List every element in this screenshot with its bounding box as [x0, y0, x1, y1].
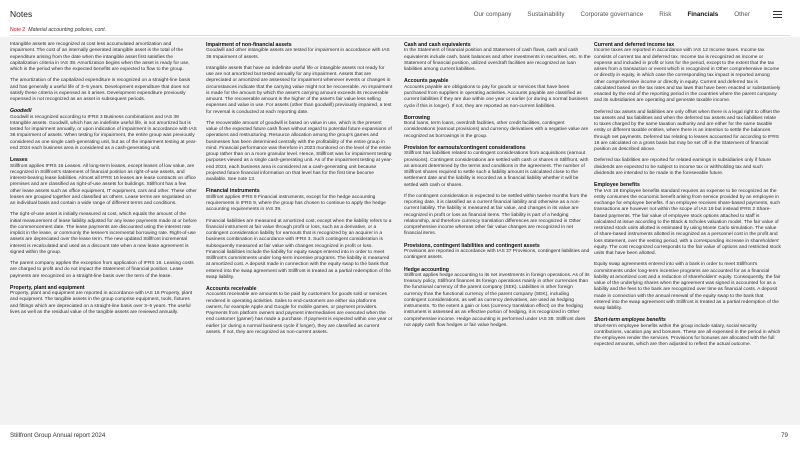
- paragraph: Goodwill and other intangible assets are tested for impairment in accordance with IAS 36 Impairment of assets.: [206, 48, 390, 60]
- paragraph: Accounts payable are obligations to pay for goods or services that have been purchased from suppliers in operating activities. Accounts payable are classified as current liabilities if they are due within one year or earlier (or during a normal business cycle if this is longer). If not, they are reported as non-current liabilities.: [404, 84, 588, 109]
- page-footer: [0, 428, 800, 450]
- section-heading: Provision for earnouts/contingent considerations: [404, 144, 526, 151]
- notes-content: [0, 37, 800, 425]
- divider: [10, 35, 790, 36]
- nav-other[interactable]: Other: [734, 11, 750, 18]
- top-bar: [0, 0, 800, 26]
- paragraph: Stillfront applies IFRS 9 Financial instruments, except for the hedge accounting requirements in IFRS 9, where the group has chosen to continue to apply the hedge accounting requirements in IAS 39.: [206, 194, 386, 213]
- paragraph: Income taxes are reported in accordance with IAS 12 Income taxes. Income tax consists of current tax and deferred tax. Income tax is recognized as income or expense and included in profit or loss for the period, except to the extent that the tax arises from a transaction or event which is recognized in Other comprehensive income or directly in equity, in which case the corresponding tax impact is reported among other comprehensive income or directly in equity. Current and deferred tax is calculated based on the tax rates and tax laws that have been enacted or substantively enacted by the end of the reporting period in the countries where the parent company and its subsidiaries are operating and generate taxable income.: [594, 48, 781, 104]
- paragraph: Accounts receivable are amounts to be paid by customers for goods sold or services rendered in operating activities. Sales to end-customers are either via platforms owners, for example Apple and Google for mobile games, or payment providers. Payments from platform owners and payment intermediaries are executed when the end customer (gamer) has made a purchase. If payment is expected within one year or earlier (or during a normal business cycle if longer), they are classified as current assets. If not, they are recognized as non-current assets.: [206, 292, 393, 335]
- section-heading: Accounts receivable: [206, 286, 257, 293]
- paragraph: Intangible assets that have an indefinite useful life or intangible assets not ready for use are not amortized but tested annually for any impairment. Assets that are depreciated or amortized are assessed for impairment whenever events or changes in circumstances indicate that the carrying value might not be recoverable. An impairment is made for the amount by which the asset's carrying amount exceeds its recoverable amount. The recoverable amount is the higher of the asset's fair value less selling expenses and value in use. For assets (other than goodwill) previously impaired, a test for reversal is conducted at each reporting date.: [206, 65, 393, 115]
- paragraph: The recoverable amount of goodwill is based on value in use, which is the present value of the expected future cash flows without regard to potential future expansions of operations and restructuring. Resource allocation among the group's games and businesses has been determined centrally with the profitability of the entire group in mind. Financial performance was therefore in 2023 monitored on the level of the entire group rather than on a more granular level. Hence, Stillfront was for impairment testing purposes viewed as a single cash-generating unit. As of the impairment testing at year-end 2024, each business area is considered as a cash-generating unit because projected future financial information on that level has for the first time become available. See note 13.: [206, 120, 393, 183]
- paragraph: Deferred tax assets and liabilities are only offset when there is a legal right to offset the tax assets and tax liabilities and when the deferred tax assets and tax liabilities relate to taxes charged by the same taxation authority and are either for the same taxable entity or different taxable entities, where there is an intention to settle the balances through net payments. Deferred tax relating to leases accounted for according to IFRS 16 are calculated on a gross basis but may be set off in the Statement of financial position as described above.: [594, 109, 780, 153]
- note-heading: [10, 27, 106, 33]
- paragraph: Bond loans, term loans, overdraft facilities, other credit facilities, contingent considerations (earnout provisions) and currency derivatives with a negative value are recognized as borrowings in the group.: [404, 121, 589, 139]
- column-4: [594, 42, 781, 354]
- paragraph: In the Statement of financial position and Statement of cash flows, cash and cash equivalents include cash, bank balances and other investments in securities, etc. In the Statement of financial position, utilized overdraft facilities are recognized as loan liabilities among current liabilities.: [404, 48, 591, 73]
- note-title: Material accounting policies, cont.: [28, 27, 107, 33]
- paragraph: If the contingent consideration is expected to be settled within twelve months from the reporting date, it is classified as a current financial liability and otherwise as a non-current liability. The liability is measured at fair value, and changes in its value are recognized in profit or loss as financial items. The liability is part of a hedging relationship, and therefore currency translation differences are recognized in Other comprehensive income whereas other fair value changes are recognized in net financial items.: [404, 193, 588, 237]
- paragraph: Stillfront applies IFRS 16 Leases. All long-term leases, except leases of low value, are recognized in Stillfront's statement of financial position as right-of-use assets, and interest-bearing lease liabilities. Almost all IFRS 16 leases are lease contracts on office premises and are classified as right-of-use assets for buildings. Stillfront has a few other lease assets such as office equipment, IT equipment, cars and other. These other leases are grouped together and classified as others. Lease terms are negotiated on an individual basis and contain a wide range of different terms and conditions.: [10, 163, 197, 207]
- section-heading: Impairment of non-financial assets: [206, 42, 292, 48]
- column-1: [10, 42, 197, 321]
- paragraph: Goodwill is recognized according to IFRS 3 Business combinations and IAS 38 Intangible assets. Goodwill, which has an indefinite useful life, is not amortized but is tested for impairment annually, or upon indication of impairment in accordance with IAS 36 Impairment of assets. When testing for impairment, the entire group was previously considered as one single cash-generating unit, but as of the impairment testing at year-end 2024 each business area is considered as a cash-generating unit.: [10, 114, 197, 151]
- paragraph: Stillfront applies hedge accounting to its net investments in foreign operations. As of its treasury policy, Stillfront finances its foreign operations mainly in other currencies than the functional currency of the parent company (SEK). Liabilities in other foreign currency than the functional currency of the parent company (SEK), including contingent considerations, as well as currency derivatives, are used as hedging instruments. To the extent a gain or loss (currency translation effect) on the hedging instrument is assessed as an effective portion of hedging, it is recognized in Other comprehensive income. Hedge accounting is performed under IAS 39. Stillfront does not apply cash flow hedges or fair value hedges.: [404, 272, 590, 328]
- paragraph: Stillfront has liabilities related to contingent considerations from acquisitions (earnout provisions). Contingent considerations are settled with cash or shares in Stillfront, with an amount determined by the terms and conditions in the agreement. The number of Stillfront shares required to settle such a liability amount is calculated close to the settlement date and the liability is recorded as a financial liability whether it will be settled with cash or shares.: [404, 151, 589, 188]
- paragraph: Short-term employee benefits within the group include salary, social security contributions, vacation pay and bonuses. These are all expensed in the period in which the employees render the services. Provisions for bonuses are allocated with the full expected amounts, which are then adjusted to reflect the actual outcome.: [594, 323, 781, 348]
- column-2: [206, 42, 393, 341]
- paragraph: The amortization of the capitalized expenditure is recognized on a straight-line basis and has generally a useful life of 3–5 years. Development expenditure that does not satisfy these criteria is expensed as it arises. Development expenditure previously expensed is not recognized as an asset in subsequent periods.: [10, 78, 191, 102]
- section-heading: Provisions, contingent liabilities and contingent assets: [404, 242, 540, 249]
- paragraph: Intangible assets are recognized at cost less accumulated amortization and impairment. The cost of an internally generated intangible asset is the total of the expenditure arising from the date when the intangible asset first satisfies the capitalization criteria in IAS 38. Amortization begins when the asset is ready for use, which is the period when the expected benefits are expected to flow to the group.: [10, 42, 190, 72]
- section-heading: Accounts payable: [404, 78, 449, 85]
- nav-corporate-governance[interactable]: Corporate governance: [580, 11, 644, 18]
- footer-title: Stillfront Group Annual report 2024: [10, 432, 106, 439]
- paragraph: The IAS 19 Employee benefits standard requires an expense to be recognized as the entity consumes the economic benefit arising from service provided by an employee in exchange for employee benefits. If an employee receives share-based payments, such transactions are however not within the scope of IAS 19 but instead IFRS 2 Share-based payments. The fair value of employee stock options attached to staff is calculated at issue according to the Black & Scholes valuation model. The fair value of restricted stock units allotted is estimated by using Monte Carlo simulation. The value of share-based instruments allotted is recognized as a personnel cost in the profit and loss statement, over the vesting period, with a corresponding increase in shareholders' equity. The cost recognized corresponds to the fair value of options and restricted stock units that have been allotted.: [594, 188, 781, 257]
- nav-our-company[interactable]: Our company: [473, 11, 512, 18]
- paragraph: Equity swap agreements entered into with a bank in order to meet Stillfront's commitments under long-term incentive programs are accounted for as a financial liability at amortized cost and a reduction of shareholders' equity. Consequently, the fair value of the underlying shares when the agreement was signed is accounted for as a liability and the fees to the bank are recognized over time as financial costs. A deposit made in connection with the annual renewal of the equity swap to the bank that entered into the swap agreement with Stillfront is treated as a partial redemption of the swap liability.: [594, 262, 781, 312]
- column-3: [404, 42, 591, 334]
- paragraph: The right-of-use asset is initially measured at cost, which equals the amount of the initial measurement of lease liability adjusted for any lease payments made at or before the commencement date. The lease payments are discounted using the interest rate implicit in the lease, or commonly the lessee's incremental borrowing rate. Right-of-use assets are depreciated over the lease term. The new updated Stillfront incremental interest is recalculated and used as a discount rate when a new lease agreement is signed within the group.: [10, 212, 197, 255]
- section-title: Notes: [10, 9, 33, 19]
- section-heading: Employee benefits: [594, 182, 640, 189]
- section-heading: Property, plant and equipment: [10, 284, 85, 291]
- top-nav: [458, 11, 750, 18]
- section-heading: Financial instruments: [206, 188, 260, 195]
- section-heading: Cash and cash equivalents: [404, 42, 471, 48]
- section-heading: Current and deferred income tax: [594, 42, 675, 48]
- paragraph: Financial liabilities are measured at amortized cost, except when the liability refers to a financial instrument at fair value through profit or loss, such as a derivative, or a contingent consideration liability for earnouts that is recognized by an acquirer in a business combination in accordance with IFRS 3. Such contingent consideration is subsequently measured at fair value with changes recognized in profit or loss. Financial liabilities include the liability for equity swaps entered into in order to meet Stillfront's commitments under long-term incentive programs. The liability is measured at amortized cost. A deposit made in connection with the equity swap to the bank that entered into the swap agreement with Stillfront is treated as a partial redemption of the swap liability.: [206, 218, 392, 280]
- section-heading: Borrowing: [404, 114, 430, 121]
- section-heading: Leases: [10, 157, 28, 164]
- section-heading: Short-term employee benefits: [594, 317, 666, 324]
- nav-risk[interactable]: Risk: [659, 11, 672, 18]
- section-heading: Hedge accounting: [404, 266, 449, 273]
- paragraph: Provisions are reported in accordance with IAS 37 Provisions, contingent liabilities and contingent assets.: [404, 249, 590, 261]
- note-number: Note 2: [10, 27, 26, 33]
- section-heading: Goodwill: [10, 108, 32, 115]
- nav-sustainability[interactable]: Sustainability: [527, 11, 565, 18]
- nav-financials[interactable]: Financials: [687, 11, 719, 18]
- paragraph: Deferred tax liabilities are reported for related earnings in subsidiaries only if future dividends are expected to be subject to income tax or withholding tax and such dividends are intended to be made in the foreseeable future.: [594, 158, 771, 176]
- hamburger-menu-icon[interactable]: [773, 11, 782, 18]
- paragraph: Property, plant and equipment are reported in accordance with IAS 16 Property, plant and equipment. The tangible assets in the group comprise equipment, tools, fixtures and fittings which are depreciated on a straight-line basis over 3–5 years. The useful lives as well as the residual value of the tangible assets are reviewed annually.: [10, 291, 193, 315]
- page-number: 79: [781, 432, 788, 439]
- paragraph: The parent company applies the exception from application of IFRS 16. Leasing costs are charged to profit and do not impact the Statement of financial position. Lease payments are recognized on a straight-line basis over the term of the lease.: [10, 261, 194, 279]
